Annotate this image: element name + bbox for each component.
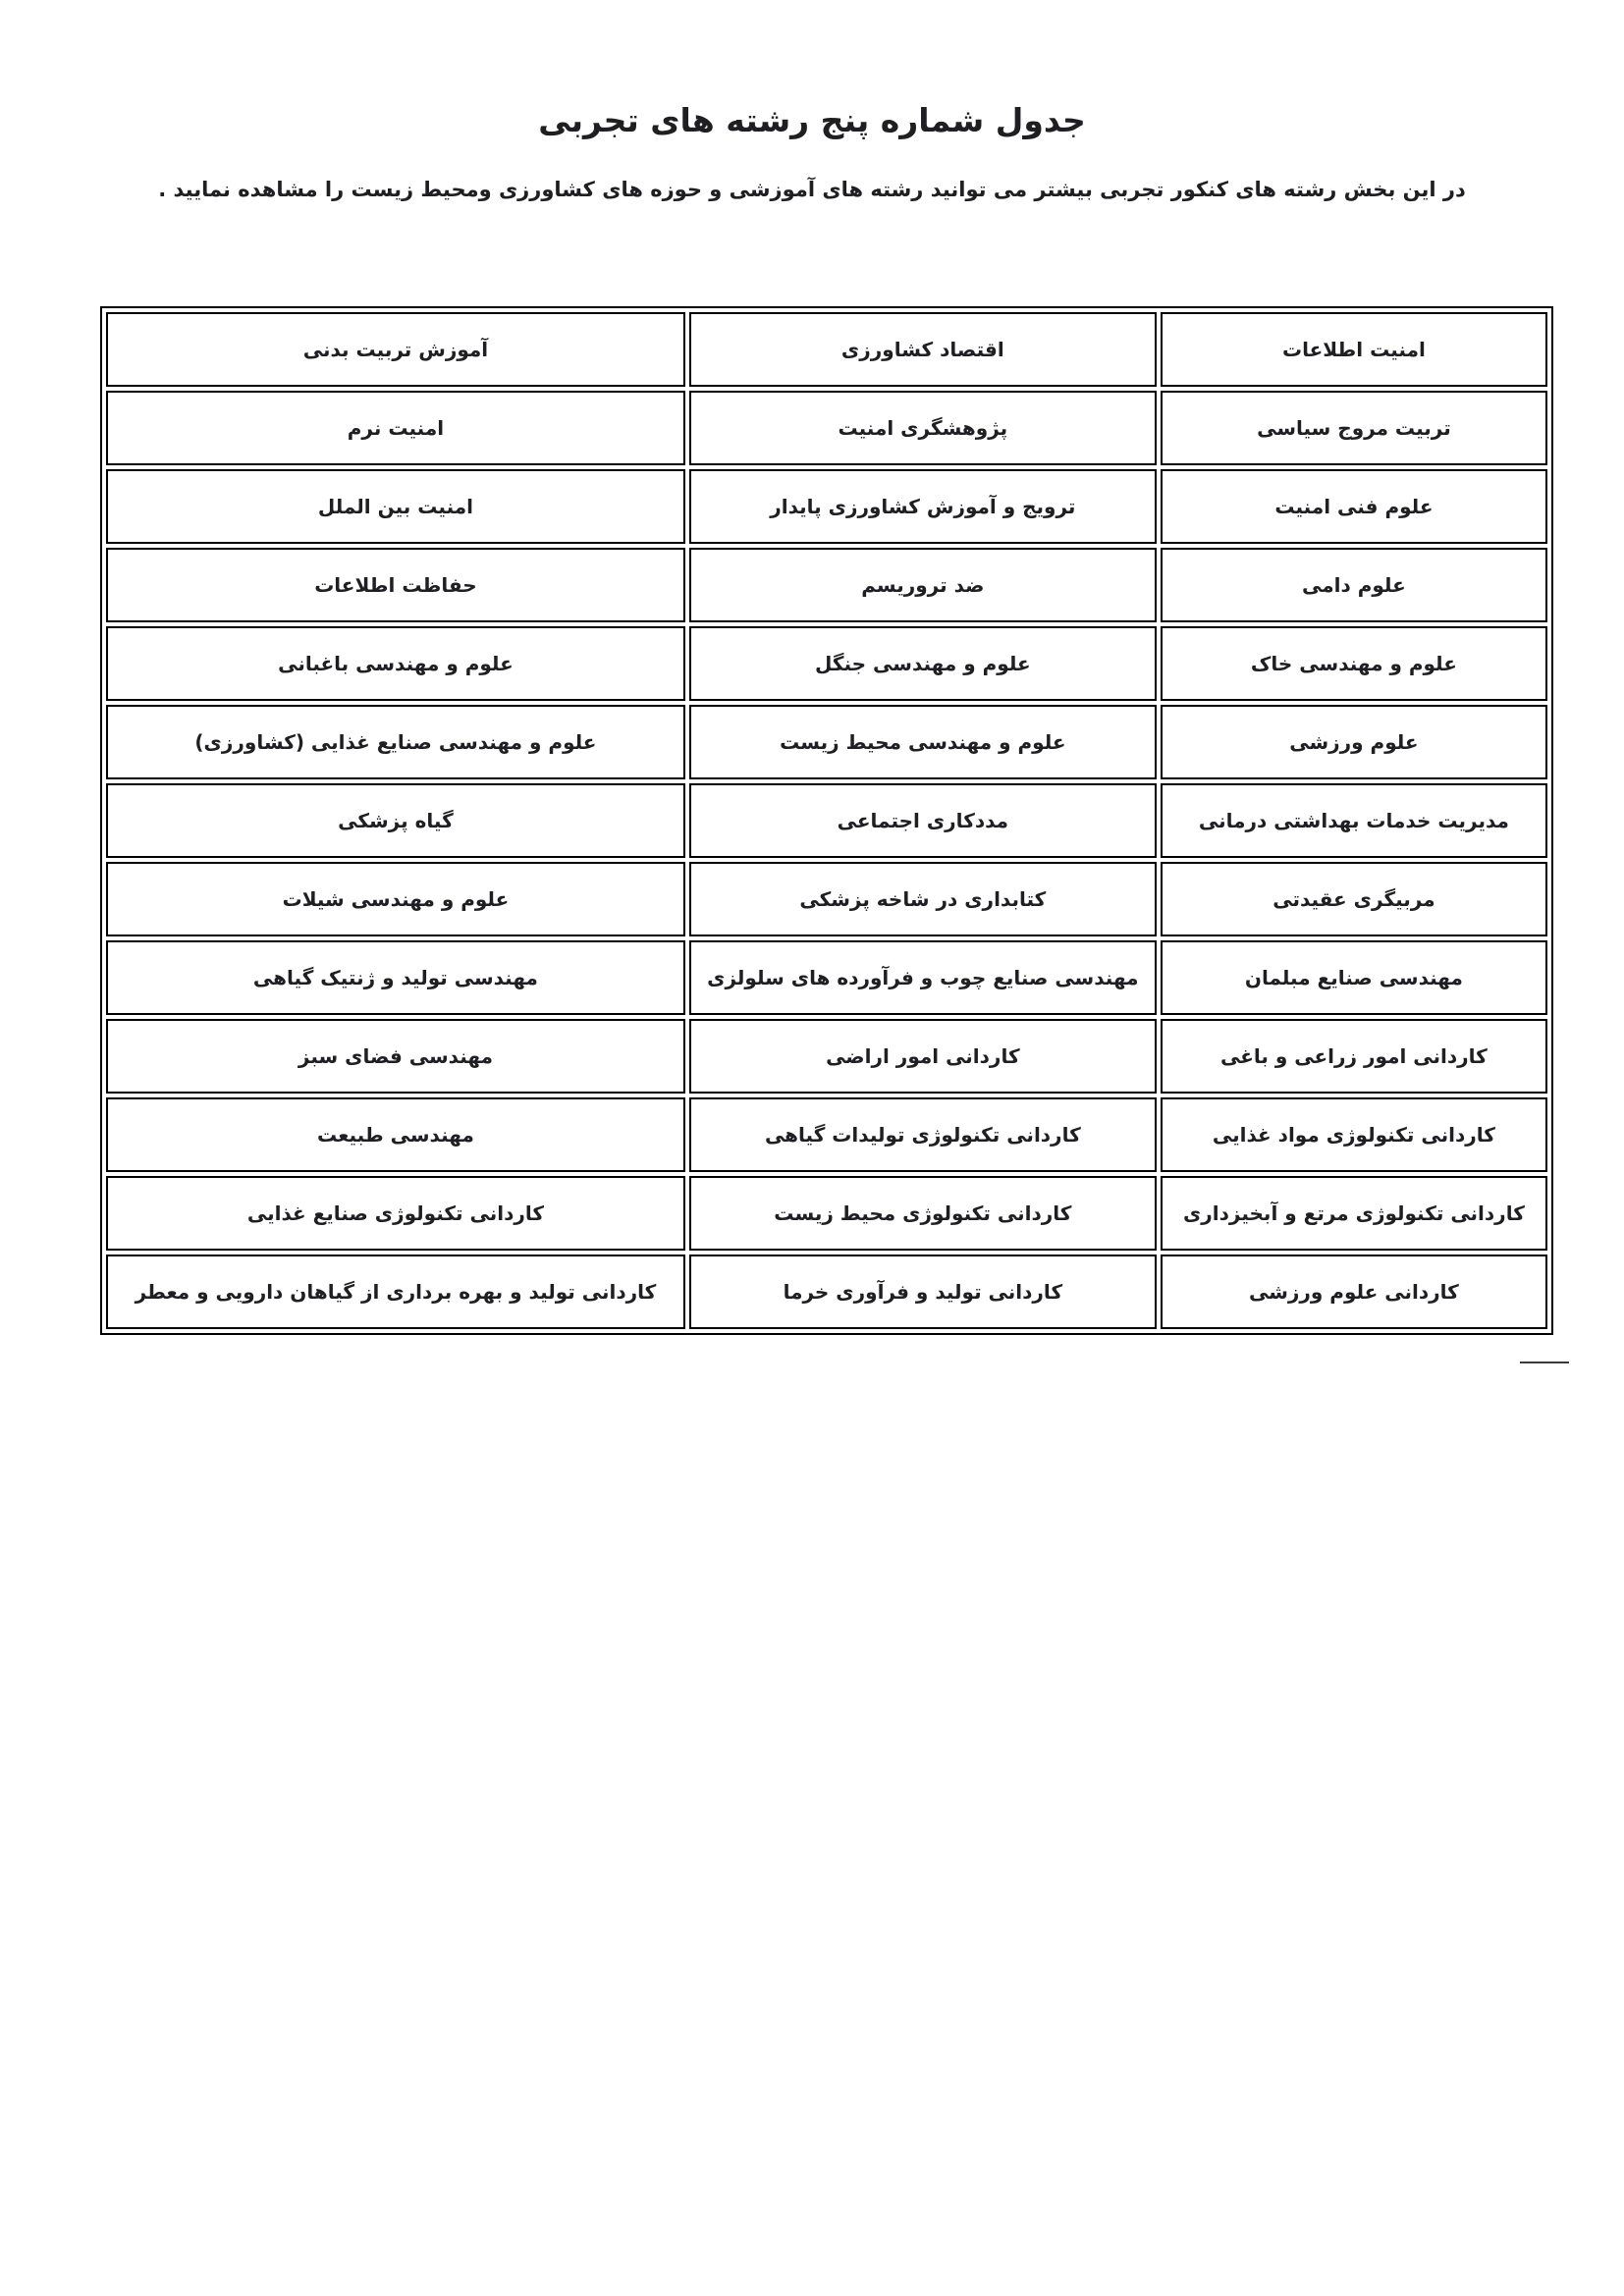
table-row	[106, 1176, 1547, 1251]
table-cell: علوم و مهندسی شیلات	[106, 862, 685, 936]
table-cell: علوم و مهندسی خاک	[1161, 626, 1547, 701]
table-cell: کاردانی تولید و بهره برداری از گیاهان دارویی و معطر	[106, 1255, 685, 1329]
table-cell: گیاه پزشکی	[106, 783, 685, 858]
table-cell: کاردانی تکنولوژی محیط زیست	[689, 1176, 1157, 1251]
table-cell: مهندسی طبیعت	[106, 1097, 685, 1172]
table-cell: علوم و مهندسی جنگل	[689, 626, 1157, 701]
fields-table	[100, 306, 1553, 1335]
table-row	[106, 705, 1547, 779]
table-cell: کاردانی علوم ورزشی	[1161, 1255, 1547, 1329]
table-row	[106, 1097, 1547, 1172]
table-row	[106, 391, 1547, 465]
table-cell: کاردانی امور اراضی	[689, 1019, 1157, 1094]
table-cell: علوم ورزشی	[1161, 705, 1547, 779]
table-cell: مهندسی صنایع مبلمان	[1161, 940, 1547, 1015]
table-cell: مهندسی صنایع چوب و فرآورده های سلولزی	[689, 940, 1157, 1015]
fields-table-body	[106, 312, 1547, 1329]
table-cell: کاردانی امور زراعی و باغی	[1161, 1019, 1547, 1094]
table-cell: علوم و مهندسی محیط زیست	[689, 705, 1157, 779]
table-cell: آموزش تربیت بدنی	[106, 312, 685, 387]
table-cell: مهندسی فضای سبز	[106, 1019, 685, 1094]
table-cell: اقتصاد کشاورزی	[689, 312, 1157, 387]
table-cell: ضد تروریسم	[689, 548, 1157, 622]
table-row	[106, 312, 1547, 387]
table-cell: تربیت مروج سیاسی	[1161, 391, 1547, 465]
table-cell: مدیریت خدمات بهداشتی درمانی	[1161, 783, 1547, 858]
table-row	[106, 940, 1547, 1015]
table-row	[106, 862, 1547, 936]
page-title: جدول شماره پنج رشته های تجربی	[538, 101, 1086, 139]
table-cell: امنیت نرم	[106, 391, 685, 465]
table-cell: علوم فنی امنیت	[1161, 469, 1547, 544]
table-cell: مربیگری عقیدتی	[1161, 862, 1547, 936]
table-row	[106, 626, 1547, 701]
stray-border-artifact	[1520, 1362, 1569, 1363]
table-cell: کتابداری در شاخه پزشکی	[689, 862, 1157, 936]
table-cell: علوم و مهندسی صنایع غذایی (کشاورزی)	[106, 705, 685, 779]
table-row	[106, 1019, 1547, 1094]
table-cell: امنیت اطلاعات	[1161, 312, 1547, 387]
table-cell: مددکاری اجتماعی	[689, 783, 1157, 858]
table-cell: کاردانی تکنولوژی صنایع غذایی	[106, 1176, 685, 1251]
table-row	[106, 1255, 1547, 1329]
table-cell: علوم دامی	[1161, 548, 1547, 622]
table-cell: حفاظت اطلاعات	[106, 548, 685, 622]
table-cell: کاردانی تولید و فرآوری خرما	[689, 1255, 1157, 1329]
table-cell: کاردانی تکنولوژی تولیدات گیاهی	[689, 1097, 1157, 1172]
table-cell: پژوهشگری امنیت	[689, 391, 1157, 465]
table-row	[106, 469, 1547, 544]
table-cell: مهندسی تولید و ژنتیک گیاهی	[106, 940, 685, 1015]
table-cell: امنیت بین الملل	[106, 469, 685, 544]
table-cell: علوم و مهندسی باغبانی	[106, 626, 685, 701]
table-row	[106, 548, 1547, 622]
table-cell: کاردانی تکنولوژی مواد غذایی	[1161, 1097, 1547, 1172]
table-cell: ترویج و آموزش کشاورزی پایدار	[689, 469, 1157, 544]
table-row	[106, 783, 1547, 858]
page-subtitle: در این بخش رشته های کنکور تجربی بیشتر می توانید رشته های آموزشی و حوزه های کشاورزی ومحیط زیست را مشاهده نمایید .	[158, 178, 1466, 201]
table-cell: کاردانی تکنولوژی مرتع و آبخیزداری	[1161, 1176, 1547, 1251]
